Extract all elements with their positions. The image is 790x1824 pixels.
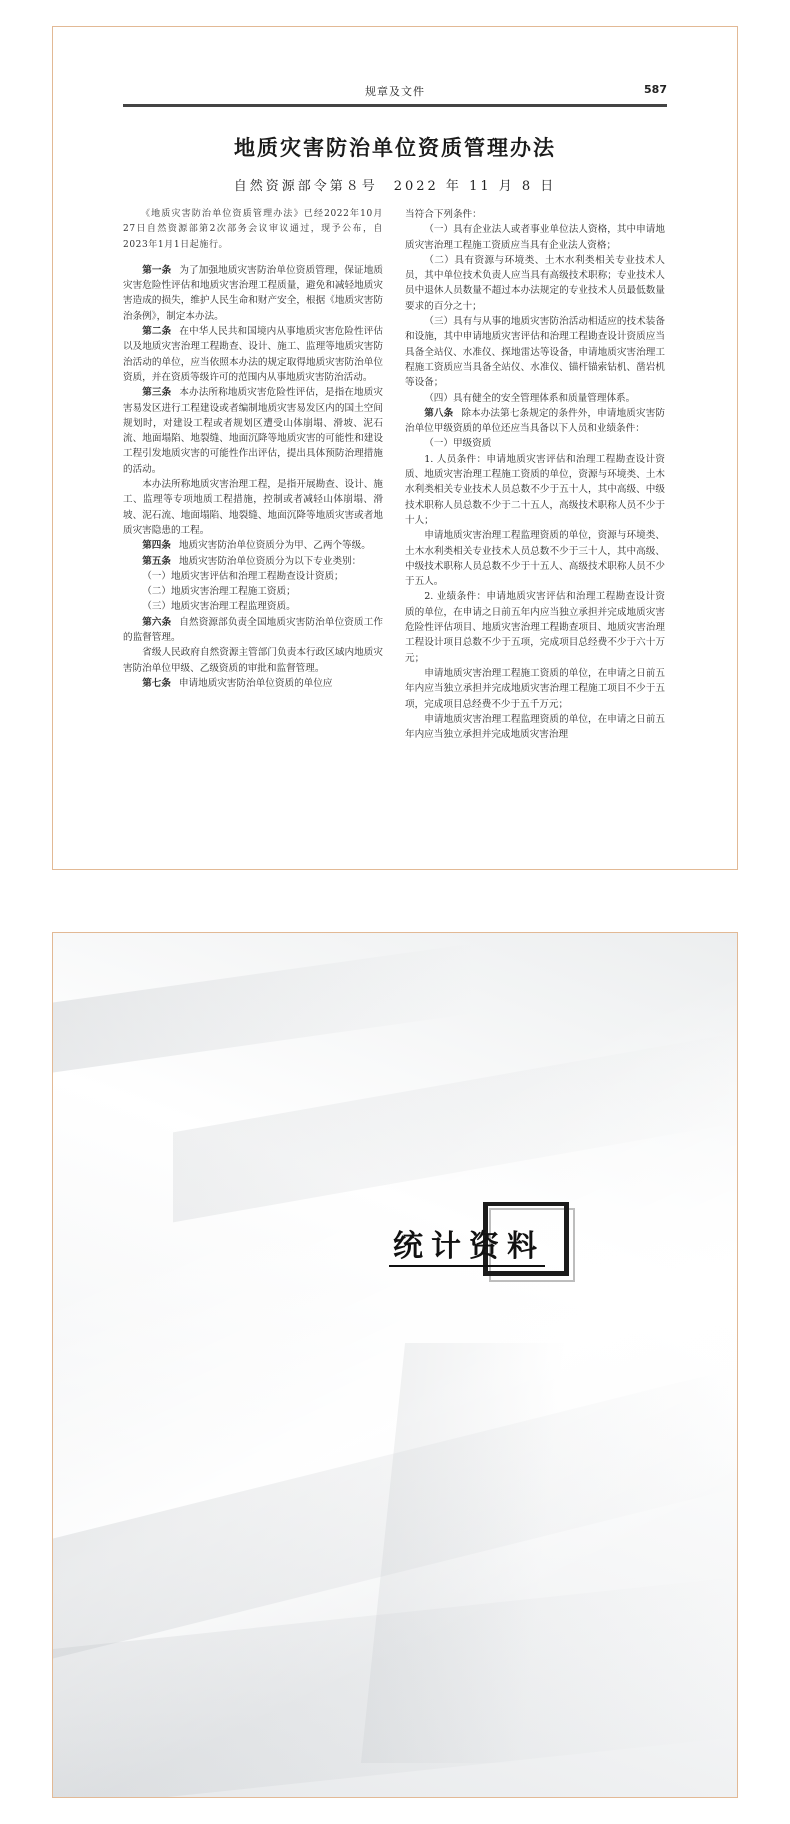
intro-paragraph: 《地质灾害防治单位资质管理办法》已经2022年10月27日自然资源部第2次部务会议审议通过，现予公布，自2023年1月1日起施行。 <box>123 209 383 250</box>
article-paragraph <box>405 207 665 222</box>
article-number: 第五条 <box>142 555 171 567</box>
article-paragraph <box>405 222 665 253</box>
article-text: （四）具有健全的安全管理体系和质量管理体系。 <box>424 392 636 404</box>
section-heading: 统计资料 <box>393 1229 545 1264</box>
article-paragraph <box>123 554 383 569</box>
article-number: 第三条 <box>142 387 172 399</box>
article-text: （一）甲级资质 <box>424 438 492 450</box>
article-paragraph <box>123 584 383 599</box>
article-text: 2. 业绩条件：申请地质灾害评估和治理工程勘查设计资质的单位，在申请之日前五年内应当独立承担并完成地质灾害危险性评估项目、地质灾害治理工程勘查项目、地质灾害治理工程设计项目总数不少于五项，完成项目总经费不少于六十万元； <box>405 591 665 664</box>
article-text: 为了加强地质灾害防治单位资质管理，保证地质灾害危险性评估和地质灾害治理工程质量，避免和减轻地质灾害造成的损失，维护人民生命和财产安全，根据《地质灾害防治条例》，制定本办法。 <box>123 264 384 322</box>
article-text: （三）地质灾害治理工程监理资质。 <box>142 601 296 613</box>
article-text: （一）具有企业法人或者事业单位法人资格，其中申请地质灾害治理工程施工资质应当具有企业法人资格； <box>405 224 665 251</box>
article-text: 地质灾害防治单位资质分为以下专业类别： <box>178 555 362 567</box>
article-paragraph <box>123 615 383 646</box>
article-text: 在中华人民共和国境内从事地质灾害危险性评估以及地质灾害治理工程勘查、设计、施工、监理等地质灾害防治活动的单位，应当依照本办法的规定取得地质灾害防治单位资质，并在资质等级许可的范围内从事地质灾害防治活动。 <box>123 326 384 383</box>
article-paragraph <box>405 436 665 451</box>
article-text: （二）具有资源与环境类、土木水利类相关专业技术人员，其中单位技术负责人应当具有高级技术职称；专业技术人员中退休人员数量不超过本办法规定的专业技术人员最低数量要求的百分之十； <box>405 254 665 312</box>
article-number: 第六条 <box>142 616 172 628</box>
article-text: （三）具有与从事的地质灾害防治活动相适应的技术装备和设施，其中申请地质灾害评估和治理工程勘查设计资质应当具备全站仪、水准仪、探地雷达等设备，申请地质灾害治理工程施工资质应当具备全站仪、水准仪、锚杆锚索钻机、凿岩机等设备； <box>405 316 665 389</box>
article-paragraph <box>123 569 383 584</box>
article-text: 当符合下列条件： <box>405 209 482 220</box>
document-title: 地质灾害防治单位资质管理办法 <box>234 135 556 160</box>
article-number: 第七条 <box>142 677 171 689</box>
section-divider-page <box>52 932 738 1798</box>
running-header-title: 规章及文件 <box>365 85 425 98</box>
article-paragraph <box>123 538 383 553</box>
article-paragraph <box>123 645 383 676</box>
article-text: 除本办法第七条规定的条件外，申请地质灾害防治单位甲级资质的单位还应当具备以下人员和业绩条件： <box>405 407 666 435</box>
article-text: 申请地质灾害治理工程施工资质的单位，在申请之日前五年内应当独立承担并完成地质灾害治理工程施工项目不少于五项，完成项目总经费不少于五千万元； <box>405 667 665 710</box>
background-band <box>53 943 473 1072</box>
left-column <box>123 207 383 691</box>
document-page <box>52 26 738 870</box>
article-paragraph <box>123 263 383 324</box>
heading-underline <box>389 1265 545 1267</box>
article-number: 第四条 <box>142 540 171 552</box>
article-text: 自然资源部负责全国地质灾害防治单位资质工作的监督管理。 <box>123 616 384 644</box>
article-paragraph <box>123 676 383 691</box>
article-text: 本办法所称地质灾害危险性评估，是指在地质灾害易发区进行工程建设或者编制地质灾害易发区内的国土空间规划时，对建设工程或者规划区遭受山体崩塌、滑坡、泥石流、地面塌陷、地裂缝、地面沉降等地质灾害的可能性和建设工程引发地质灾害的可能性作出评估，提出具体预防治理措施的活动。 <box>123 387 384 475</box>
article-paragraph <box>123 599 383 614</box>
header-rule <box>123 104 667 107</box>
article-text: 本办法所称地质灾害治理工程，是指开展勘查、设计、施工、监理等专项地质工程措施，控制或者减轻山体崩塌、滑坡、泥石流、地面塌陷、地裂缝、地面沉降等地质灾害或者地质灾害隐患的工程。 <box>123 479 383 536</box>
article-text: 1. 人员条件：申请地质灾害评估和治理工程勘查设计资质、地质灾害治理工程施工资质的单位，资源与环境类、土木水利类相关专业技术人员总数不少于五十人，其中高级、中级技术职称人员总数不少于二十五人，高级技术职称人员不少于十人； <box>405 453 665 526</box>
article-text: 省级人民政府自然资源主管部门负责本行政区域内地质灾害防治单位甲级、乙级资质的审批和监督管理。 <box>123 647 383 674</box>
article-paragraph <box>405 391 665 406</box>
article-text: （一）地质灾害评估和治理工程勘查设计资质； <box>142 570 344 582</box>
article-text: 地质灾害防治单位资质分为甲、乙两个等级。 <box>178 540 371 552</box>
article-paragraph <box>405 528 665 589</box>
article-paragraph <box>123 477 383 538</box>
article-text: （二）地质灾害治理工程施工资质； <box>142 586 296 598</box>
article-paragraph <box>405 452 665 528</box>
background-band <box>173 1034 733 1223</box>
article-text: 申请地质灾害治理工程监理资质的单位，在申请之日前五年内应当独立承担并完成地质灾害治理 <box>405 713 665 741</box>
article-number: 第二条 <box>142 326 172 338</box>
running-header <box>123 83 667 105</box>
article-paragraph <box>405 406 665 437</box>
article-paragraph <box>405 253 665 314</box>
page-number: 587 <box>644 83 667 96</box>
article-paragraph <box>405 589 665 665</box>
document-subtitle: 自然资源部令第８号 2022 年 11 月 8 日 <box>233 179 557 194</box>
article-paragraph <box>405 712 665 743</box>
article-text: 申请地质灾害防治单位资质的单位应 <box>178 677 333 689</box>
article-paragraph <box>123 324 383 385</box>
right-column <box>405 207 665 742</box>
article-paragraph <box>123 385 383 477</box>
article-number: 第八条 <box>424 407 454 419</box>
article-paragraph <box>405 314 665 390</box>
article-paragraph <box>405 666 665 712</box>
article-number: 第一条 <box>142 264 172 276</box>
article-text: 申请地质灾害治理工程监理资质的单位，资源与环境类、土木水利类相关专业技术人员总数不少于三十人，其中高级、中级技术职称人员总数不少于十五人、高级技术职称人员不少于五人。 <box>405 530 665 588</box>
